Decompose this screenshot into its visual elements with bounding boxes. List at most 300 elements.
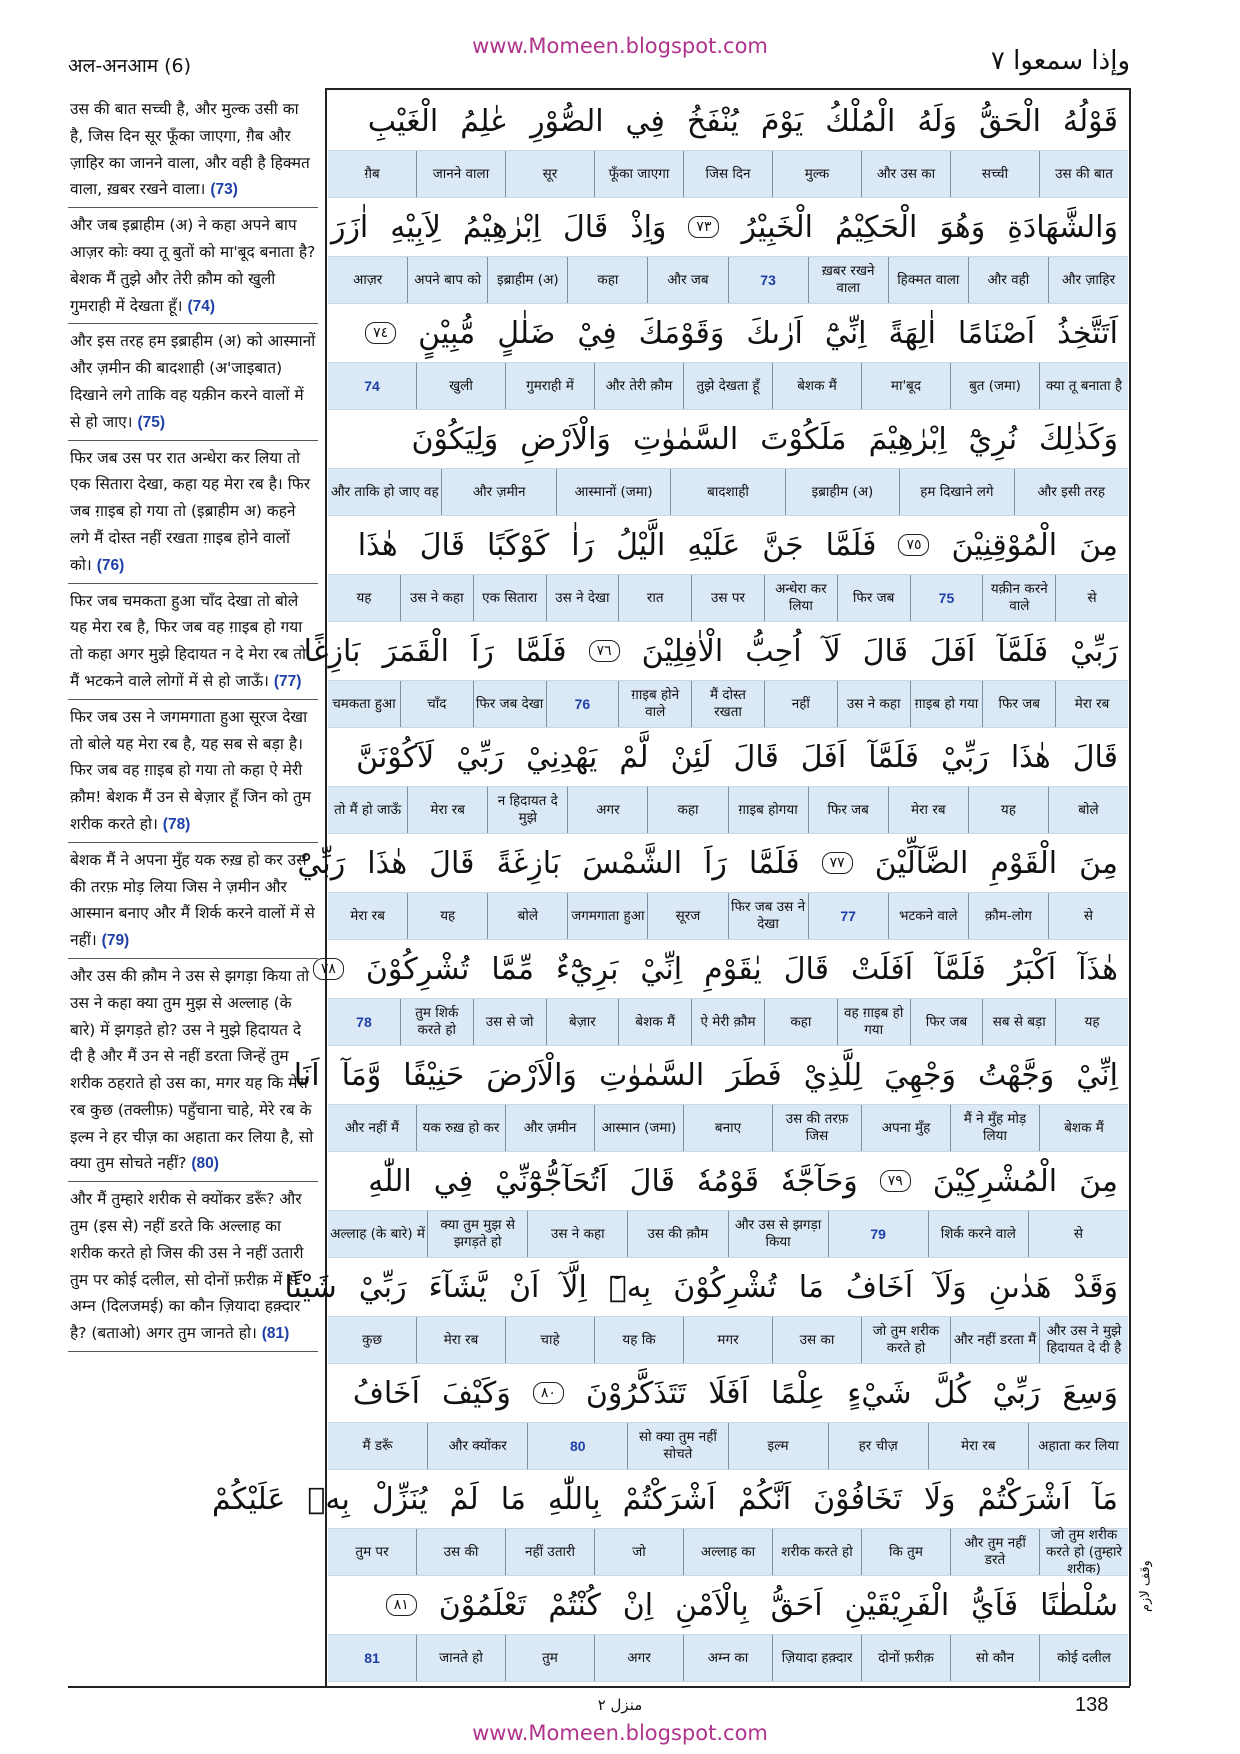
arabic-word: يَهْدِنِيْ [526, 739, 598, 775]
arabic-word: قَالَ [783, 951, 830, 987]
arabic-word: قَالَ [629, 1163, 675, 1199]
arabic-line [328, 1152, 1128, 1210]
translation-paragraph [68, 445, 318, 584]
arabic-word: وَجْهِيَ [884, 1057, 956, 1093]
arabic-word: فَلَمَّا [825, 527, 877, 563]
meaning-cell: जो तुम शरीक करते हो [861, 1317, 950, 1363]
arabic-word: اَفَلَ [929, 633, 976, 669]
verse-number-cell: 80 [527, 1423, 627, 1469]
arabic-word: عَلَيْكُمْ [211, 1481, 286, 1517]
meaning-cell: आज़र [352, 271, 383, 288]
meaning-cell: मुल्क [772, 151, 861, 197]
arabic-line [328, 92, 1128, 150]
arabic-word: وَالشَّهَادَةِ [1007, 209, 1118, 245]
arabic-word: شَيْءٍ [847, 1375, 912, 1411]
meaning-cell: उस ने कहा [400, 575, 473, 621]
arabic-word: اَشْرَكْتُمْ [622, 1481, 716, 1517]
meaning-cell: हम दिखाने लगे [899, 469, 1013, 515]
arabic-line [328, 1576, 1128, 1634]
translation-text: फिर जब चमकता हुआ चाँद देखा तो बोले यह मेरा रब है, फिर जब वह ग़ाइब हो गया तो कहा अगर मुझे हिदायत न दे मेरा रब तो मैं भटकने वाले लोगों में से हो जाऊँ। [70, 591, 307, 690]
arabic-word: الْخَبِيْرُ [741, 209, 813, 245]
meaning-cell: और उस ने मुझे हिदायत दे दी है [1039, 1317, 1128, 1363]
meaning-cell: और नहीं मैं [344, 1119, 400, 1136]
arabic-word: سُلْطٰنًا [1040, 1587, 1118, 1623]
meaning-row [328, 468, 1128, 516]
verse-number: (80) [191, 1155, 219, 1173]
translation-paragraph [68, 328, 318, 440]
meaning-cell: सब से बड़ा [982, 999, 1055, 1045]
meaning-cell: उस ने देखा [546, 575, 619, 621]
arabic-word: مُّبِيْنٍ [418, 315, 476, 351]
meaning-cell: यह [407, 893, 487, 939]
arabic-line [328, 410, 1128, 468]
verse-number-cell: 79 [828, 1211, 928, 1257]
meaning-cell: यक रुख़ हो कर [416, 1105, 505, 1151]
meaning-cell: से [1048, 893, 1128, 939]
translation-text: उस की बात सच्ची है, और मुल्क उसी का है, जिस दिन सूर फूँका जाएगा, ग़ैब और ज़ाहिर का जानने वाला, और वही है हिक्मत वाला, ख़बर रखने वाला। [70, 100, 310, 199]
meaning-cell: शिर्क करने वाले [928, 1211, 1028, 1257]
arabic-line [284, 1258, 1128, 1316]
arabic-line [328, 198, 1128, 256]
ayah-marker: ٧٩ [880, 1170, 911, 1192]
translation-column [68, 96, 318, 1356]
arabic-word: بَازِغَةً [496, 845, 561, 881]
meaning-cell: गुमराही में [505, 363, 594, 409]
meaning-cell: मा'बूद [861, 363, 950, 409]
arabic-word: اَشْرَكْتُمْ [977, 1481, 1071, 1517]
meaning-cell: और उस का [861, 151, 950, 197]
verse-number: (81) [261, 1325, 290, 1343]
meaning-cell: अम्न का [683, 1635, 772, 1681]
verse-number: (73) [210, 181, 238, 199]
ayah-marker: ٧٦ [589, 640, 620, 662]
meaning-cell: तुम [505, 1635, 594, 1681]
meaning-cell: अगर [594, 1635, 683, 1681]
arabic-word: اللّٰهِ [368, 1163, 412, 1199]
arabic-word: اُحِبُّ [745, 633, 802, 669]
arabic-word: وَهُوَ [939, 209, 986, 245]
meaning-cell: तो मैं हो जाऊँ [334, 801, 402, 818]
arabic-word: هٰذَا [1010, 739, 1051, 775]
meaning-cell: बनाए [683, 1105, 772, 1151]
arabic-line [328, 516, 1128, 574]
verse-number-cell: 73 [728, 257, 808, 303]
arabic-word: اِنِّيْ [1076, 1057, 1118, 1093]
arabic-word: اَتَتَّخِذُ [1057, 315, 1118, 351]
arabic-word: اٰزَرَ [330, 209, 369, 245]
arabic-word: بِاللّٰهِ [547, 1481, 601, 1517]
arabic-word: فَلَمَّآ [997, 633, 1049, 669]
meaning-cell: अल्लाह का [683, 1529, 772, 1575]
arabic-word: تَخَافُوْنَ [813, 1481, 902, 1517]
meaning-cell: यक़ीन करने वाले [982, 575, 1055, 621]
word-by-word-column [211, 92, 1128, 1682]
meaning-cell: ऐ मेरी क़ौम [691, 999, 764, 1045]
arabic-word: اَفَلَا [708, 1375, 749, 1411]
arabic-word: لِاَبِيْهِ [390, 209, 441, 245]
translation-paragraph [68, 212, 318, 324]
surah-title: अल-अनआम (6) [68, 55, 192, 77]
waqf-note: وقف لازم [1138, 1560, 1153, 1612]
meaning-cell: बेज़ार [546, 999, 619, 1045]
arabic-word: فَاَيُّ [971, 1587, 1019, 1623]
meaning-cell: तुम पर [355, 1543, 389, 1560]
meaning-row [328, 362, 1128, 410]
arabic-word: عٰلِمُ [460, 103, 509, 139]
arabic-word: بَازِغًا [303, 633, 361, 669]
meaning-cell: दोनों फ़रीक़ [861, 1635, 950, 1681]
meaning-cell: फिर जब [837, 575, 910, 621]
arabic-line [328, 728, 1128, 786]
arabic-word: اَكْبَرُ [1007, 951, 1057, 987]
arabic-word: رَبِّيْ [992, 1375, 1041, 1411]
ayah-marker: ٧٥ [898, 534, 929, 556]
meaning-cell: आस्मानों (जमा) [556, 469, 670, 515]
arabic-line [303, 622, 1128, 680]
arabic-word: رَاَ [471, 633, 494, 669]
meaning-cell: उस की तरफ़ जिस [772, 1105, 861, 1151]
arabic-word: الَّيْلُ [616, 527, 666, 563]
translation-paragraph [68, 1186, 318, 1352]
juz-title: وإذا سمعوا ٧ [990, 46, 1130, 76]
arabic-word: رَاٰ [571, 527, 595, 563]
meaning-cell: मेरा रब [407, 787, 487, 833]
meaning-cell: ग़ैब [364, 165, 380, 182]
arabic-word: الْاٰفِلِيْنَ [641, 633, 724, 669]
arabic-word: اِبْرٰهِيْمُ [462, 209, 541, 245]
arabic-word: اَخَافُ [845, 1269, 914, 1305]
arabic-word: فَلَمَّا [748, 845, 800, 881]
meaning-cell: इल्म [728, 1423, 828, 1469]
arabic-word: يُنْفَخُ [686, 103, 739, 139]
manzil-label: منزل ٢ [597, 1696, 643, 1714]
arabic-word: يٰقَوْمِ [704, 951, 762, 987]
meaning-cell: हर चीज़ [828, 1423, 928, 1469]
arabic-word: فَطَرَ [726, 1057, 782, 1093]
meaning-cell: और ज़मीन [505, 1105, 594, 1151]
meaning-cell: कि तुम [861, 1529, 950, 1575]
arabic-word: بِالْاَمْنِ [675, 1587, 749, 1623]
meaning-cell: इब्राहीम (अ) [785, 469, 899, 515]
arabic-word: الْمُوْقِنِيْنَ [951, 527, 1058, 563]
arabic-word: وَسِعَ [1062, 1375, 1118, 1411]
arabic-word: وَّمَآ [341, 1057, 382, 1093]
meaning-cell: भटकने वाले [888, 893, 968, 939]
arabic-word: الْقَمَرَ [382, 633, 449, 669]
verse-number-cell: 77 [808, 893, 888, 939]
translation-paragraph [68, 588, 318, 700]
arabic-word: ضَلٰلٍ [497, 315, 556, 351]
arabic-word: مَا [500, 1481, 526, 1517]
meaning-cell: और ताकि हो जाए वह [330, 483, 439, 500]
arabic-word: مَآ [1092, 1481, 1118, 1517]
meaning-cell: उस ने कहा [837, 681, 910, 727]
meaning-row [328, 1210, 1128, 1258]
meaning-cell: कुछ [362, 1331, 382, 1348]
arabic-word: وَالْاَرْضِ [520, 421, 611, 457]
meaning-cell: यह [356, 589, 372, 606]
meaning-row [328, 256, 1128, 304]
arabic-word: هٰذَا [357, 527, 398, 563]
meaning-cell: एक सितारा [473, 575, 546, 621]
meaning-cell: नहीं उतारी [505, 1529, 594, 1575]
arabic-word: وَقَوْمَكَ [638, 315, 725, 351]
translation-text: और मैं तुम्हारे शरीक से क्योंकर डरूँ? और तुम (इस से) नहीं डरते कि अल्लाह का शरीक करते हो जिस की उस ने नहीं उतारी तुम पर कोई दलील, सो दोनों फ़रीक़ में से अम्न (दिलजमई) का कौन ज़ियादा हक़्दार है? (बताओ) अगर तुम जानते हो। [70, 1190, 304, 1343]
meaning-cell: नहीं [764, 681, 837, 727]
meaning-cell: उस की [416, 1529, 505, 1575]
meaning-cell: उस का [772, 1317, 861, 1363]
translation-paragraph [68, 963, 318, 1182]
arabic-line [293, 1046, 1128, 1104]
meaning-row [328, 574, 1128, 622]
meaning-cell: जानने वाला [416, 151, 505, 197]
arabic-word: مِّمَّا [491, 951, 534, 987]
meaning-row [328, 786, 1128, 834]
meaning-cell: मेरा रब [928, 1423, 1028, 1469]
meaning-cell: ज़ियादा हक़्दार [772, 1635, 861, 1681]
meaning-cell: ग़ाइब हो गया [910, 681, 983, 727]
translation-text: और उस की क़ौम ने उस से झगड़ा किया तो उस ने कहा क्या तुम मुझ से अल्लाह (के बारे) में झगड़ते हो? उस ने मुझे हिदायत दे दी है और मैं उन से नहीं डरता जिन्हें तुम शरीक ठहराते हो उस का, मगर यह कि मेरा रब कुछ (तक्लीफ़) पहुँचाना चाहे, मेरे रब के इल्म ने हर चीज़ का अहाता कर लिया है, सो क्या तुम सोचते नहीं? [70, 966, 314, 1173]
arabic-word: اَرٰىكَ [746, 315, 803, 351]
translation-text: और जब इब्राहीम (अ) ने कहा अपने बाप आज़र कोः क्या तू बुतों को मा'बूद बनाता है? बेशक मैं तुझे और तेरी क़ौम को खुली गुमराही में देखता हूँ। [70, 216, 316, 315]
arabic-word: الْحَكِيْمُ [834, 209, 918, 245]
arabic-word: الصُّوْرِ [530, 103, 604, 139]
arabic-word: فَلَمَّآ [935, 951, 986, 987]
arabic-word: وَكَذٰلِكَ [1039, 421, 1118, 457]
translation-text: फिर जब उस पर रात अन्धेरा कर लिया तो एक सितारा देखा, कहा यह मेरा रब है। फिर जब ग़ाइब हो गया तो (इब्राहीम अ) कहने लगे मैं दोस्त नहीं रखता ग़ाइब होने वालों को। [70, 448, 311, 574]
meaning-cell: सो क्या तुम नहीं सोचते [627, 1423, 727, 1469]
meaning-cell: सूरज [647, 893, 727, 939]
meaning-cell: से [1028, 1211, 1128, 1257]
meaning-cell: बोले [1048, 787, 1128, 833]
meaning-cell: कोई दलील [1039, 1635, 1128, 1681]
meaning-cell: ग़ाइब होगया [728, 787, 808, 833]
site-header-link[interactable]: www.Momeen.blogspot.com [472, 34, 768, 58]
meaning-cell: और ज़मीन [441, 469, 555, 515]
arabic-word: رَبِّيْ [358, 1269, 407, 1305]
meaning-cell: मेरा रब [1055, 681, 1128, 727]
arabic-word: رَبِّيْ [1070, 633, 1118, 669]
meaning-cell: यह [968, 787, 1048, 833]
arabic-word: لَاَكُوْنَنَّ [356, 739, 435, 775]
meaning-cell: क़ौम-लोग [968, 893, 1048, 939]
ayah-marker: ٧٤ [365, 322, 396, 344]
arabic-word: يَّشَآءَ [428, 1269, 487, 1305]
arabic-word: اَتُحَآجُّوْٓنِّيْ [495, 1163, 608, 1199]
arabic-word: رَبِّيْ [297, 845, 346, 881]
arabic-word: قَالَ [1072, 739, 1118, 775]
meaning-cell: अगर [567, 787, 647, 833]
meaning-row [328, 1422, 1128, 1470]
arabic-word: السَّمٰوٰتِ [598, 1057, 705, 1093]
arabic-word: فَلَمَّا [515, 633, 567, 669]
verse-number: (79) [101, 932, 130, 950]
arabic-word: اِنِّيْ [640, 951, 683, 987]
arabic-word: شَيْئًا [284, 1269, 337, 1305]
meaning-cell: और जब [647, 257, 727, 303]
page-number: 138 [1075, 1694, 1109, 1716]
arabic-word: اِبْرٰهِيْمَ [868, 421, 947, 457]
meaning-cell: उस की क़ौम [627, 1211, 727, 1257]
verse-number: (78) [162, 815, 191, 833]
arabic-line [211, 1470, 1128, 1528]
meaning-cell: कहा [567, 257, 647, 303]
arabic-word: هٰذَا [367, 845, 408, 881]
arabic-word: اِنْ [622, 1587, 654, 1623]
arabic-line [328, 1364, 1128, 1422]
verse-number-cell: 75 [910, 575, 983, 621]
arabic-line [320, 940, 1128, 998]
meaning-cell: बेशक मैं [772, 363, 861, 409]
arabic-word: وَكَيْفَ [441, 1375, 511, 1411]
meaning-cell: यह [1055, 999, 1128, 1045]
meaning-cell: और नहीं डरता मैं [950, 1317, 1039, 1363]
meaning-cell: और तुम नहीं डरते [950, 1529, 1039, 1575]
meaning-cell: फिर जब [808, 787, 888, 833]
meaning-cell: मैं डरूँ [362, 1437, 393, 1454]
meaning-cell: चमकता हुआ [332, 695, 396, 712]
verse-number-cell: 78 [356, 1013, 372, 1030]
arabic-word: مِنَ [1079, 845, 1118, 881]
arabic-word: قَالَ [733, 739, 779, 775]
meaning-cell: रात [618, 575, 691, 621]
arabic-word: الْمُلْكُ [825, 103, 896, 139]
meaning-row [328, 680, 1128, 728]
arabic-word: اَنْ [508, 1269, 540, 1305]
site-footer-link[interactable]: www.Momeen.blogspot.com [472, 1721, 768, 1745]
arabic-word: بِهٖٓ [608, 1269, 652, 1305]
arabic-word: الْمُشْرِكِيْنَ [932, 1163, 1058, 1199]
meaning-cell: फिर जब देखा [473, 681, 546, 727]
meaning-row [328, 1316, 1128, 1364]
arabic-word: اَصْنَامًا [957, 315, 1036, 351]
arabic-word: الْغَيْبِ [367, 103, 439, 139]
arabic-word: عَلَيْهِ [687, 527, 741, 563]
arabic-word: لَّمْ [619, 739, 649, 775]
meaning-cell: इब्राहीम (अ) [487, 257, 567, 303]
ayah-marker: ٨١ [386, 1594, 417, 1616]
arabic-word: مِنَ [1079, 1163, 1118, 1199]
arabic-word: وَالْاَرْضَ [486, 1057, 577, 1093]
arabic-word: الشَّمْسَ [582, 845, 683, 881]
ayah-marker: ٨٠ [533, 1382, 564, 1404]
meaning-cell: और तेरी क़ौम [594, 363, 683, 409]
meaning-cell: और वही [968, 257, 1048, 303]
arabic-word: اَنَا [293, 1057, 320, 1093]
meaning-row [328, 1634, 1128, 1682]
arabic-word: قَالَ [419, 527, 465, 563]
arabic-word: وَلَهُ [917, 103, 958, 139]
arabic-word: تُشْرِكُوْنَ [673, 1269, 777, 1305]
meaning-cell: क्या तुम मुझ से झगड़ते हो [427, 1211, 527, 1257]
arabic-word: تَتَذَكَّرُوْنَ [585, 1375, 687, 1411]
arabic-word: الْفَرِيْقَيْنِ [844, 1587, 950, 1623]
meaning-cell: चाँद [400, 681, 473, 727]
meaning-cell: जो तुम शरीक करते हो (तुम्हारे शरीक) [1039, 1529, 1128, 1575]
arabic-word: وَلَا [923, 1481, 956, 1517]
meaning-row [328, 892, 1128, 940]
meaning-cell: जिस दिन [683, 151, 772, 197]
verse-number-cell: 81 [364, 1649, 380, 1666]
ayah-marker: ٧٨ [313, 958, 344, 980]
arabic-word: يَوْمَ [760, 103, 804, 139]
arabic-word: اِلَّآ [561, 1269, 587, 1305]
arabic-word: قَالَ [862, 633, 908, 669]
ayah-marker: ٧٣ [688, 216, 719, 238]
arabic-word: عِلْمًا [770, 1375, 826, 1411]
meaning-cell: बोले [487, 893, 567, 939]
arabic-word: وَجَّهْتُ [977, 1057, 1055, 1093]
arabic-word: اَحَقُّ [770, 1587, 823, 1623]
arabic-word: كُنْتُمْ [548, 1587, 601, 1623]
arabic-word: الضَّآلِّيْنَ [874, 845, 969, 881]
arabic-word: فَلَمَّآ [868, 739, 919, 775]
arabic-word: حَنِيْفًا [403, 1057, 465, 1093]
arabic-word: مَلَكُوْتَ [760, 421, 847, 457]
arabic-word: وَاِذْ [630, 209, 667, 245]
arabic-word: يُنَزِّلْ [371, 1481, 428, 1517]
meaning-cell: फिर जब [910, 999, 983, 1045]
arabic-word: لَئِنْ [670, 739, 712, 775]
arabic-word: تُشْرِكُوْنَ [365, 951, 470, 987]
meaning-cell: मेरा रब [888, 787, 968, 833]
arabic-word: رَبِّيْ [940, 739, 989, 775]
meaning-cell: अहाता कर लिया [1028, 1423, 1128, 1469]
meaning-cell: वह ग़ाइब हो गया [837, 999, 910, 1045]
meaning-cell: से [1055, 575, 1128, 621]
meaning-cell: बादशाही [670, 469, 784, 515]
verse-number: (77) [273, 672, 302, 690]
arabic-word: قَوْمُهٗ [696, 1163, 759, 1199]
verse-number-cell: 74 [364, 377, 380, 394]
meaning-cell: बेशक मैं [1039, 1105, 1128, 1151]
meaning-cell: कहा [764, 999, 837, 1045]
arabic-word: كَوْكَبًا [486, 527, 550, 563]
meaning-cell: मेरा रब [350, 907, 385, 924]
meaning-cell: चाहे [505, 1317, 594, 1363]
meaning-cell: अन्धेरा कर लिया [764, 575, 837, 621]
arabic-word: تَعْلَمُوْنَ [438, 1587, 527, 1623]
meaning-cell: क्या तू बनाता है [1039, 363, 1128, 409]
arabic-word: السَّمٰوٰتِ [632, 421, 739, 457]
arabic-word: لَمْ [449, 1481, 479, 1517]
meaning-cell: मगर [683, 1317, 772, 1363]
arabic-word: وَحَآجَّهٗ [780, 1163, 858, 1199]
arabic-word: وَقَدْ [1073, 1269, 1118, 1305]
arabic-word: اٰلِهَةً [888, 315, 936, 351]
arabic-word: اَخَافُ [352, 1375, 420, 1411]
meaning-row [328, 998, 1128, 1046]
arabic-word: لِلَّذِيْ [803, 1057, 863, 1093]
translation-paragraph [68, 704, 318, 843]
meaning-cell: सच्ची [950, 151, 1039, 197]
arabic-line [297, 834, 1128, 892]
arabic-word: الْقَوْمِ [990, 845, 1058, 881]
meaning-cell: उस से जो [473, 999, 546, 1045]
meaning-cell: अपने बाप को [407, 257, 487, 303]
meaning-cell: फिर जब [982, 681, 1055, 727]
arabic-word: لَآ [823, 633, 841, 669]
arabic-word: قَوْلُهُ [1062, 103, 1118, 139]
meaning-cell: तुम शिर्क करते हो [400, 999, 473, 1045]
meaning-cell: कहा [647, 787, 727, 833]
verse-number: (74) [187, 297, 216, 315]
meaning-cell: न हिदायत दे मुझे [487, 787, 567, 833]
arabic-word: اَنَّكُمْ [737, 1481, 792, 1517]
arabic-word: هَدٰىنِ [988, 1269, 1052, 1305]
verse-number-cell: 76 [546, 681, 619, 727]
arabic-word: بِهٖ [307, 1481, 350, 1517]
